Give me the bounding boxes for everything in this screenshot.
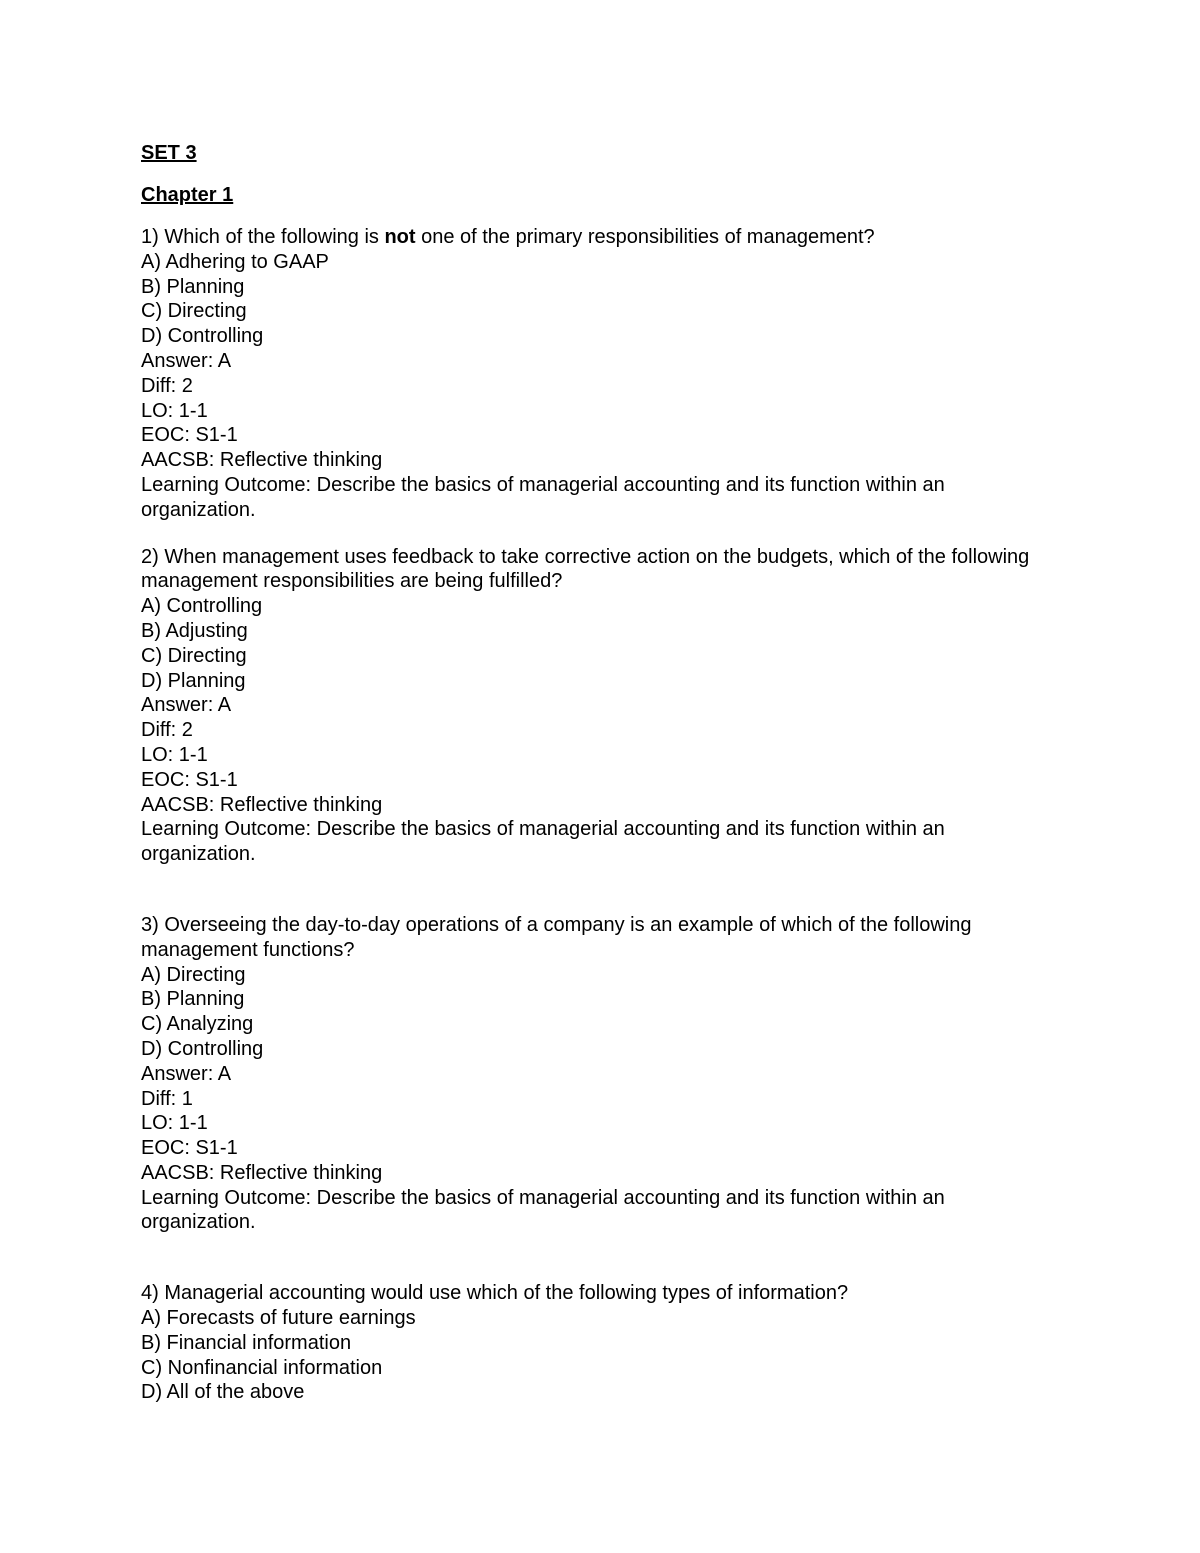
set-title: SET 3 bbox=[141, 142, 197, 164]
chapter-title: Chapter 1 bbox=[141, 184, 234, 206]
aacsb: AACSB: Reflective thinking bbox=[141, 793, 383, 816]
learning-outcome: Learning Outcome: Describe the basics of managerial accounting and its function within an organization. bbox=[141, 1186, 945, 1234]
choice-b: B) Adjusting bbox=[141, 619, 248, 642]
difficulty: Diff: 1 bbox=[141, 1087, 193, 1110]
difficulty: Diff: 2 bbox=[141, 719, 193, 742]
choice-a: A) Adhering to GAAP bbox=[141, 250, 329, 273]
question-stem: 1) Which of the following is not one of the primary responsibilities of management? bbox=[141, 226, 875, 248]
choice-b: B) Planning bbox=[141, 988, 245, 1011]
emphasis-not: not bbox=[384, 226, 416, 248]
question-3 bbox=[141, 913, 1061, 1235]
question-4 bbox=[141, 1281, 1061, 1405]
learning-objective: LO: 1-1 bbox=[141, 399, 208, 422]
question-stem: 4) Managerial accounting would use which of the following types of information? bbox=[141, 1282, 849, 1305]
difficulty: Diff: 2 bbox=[141, 374, 193, 397]
choice-c: C) Directing bbox=[141, 300, 247, 323]
choice-c: C) Nonfinancial information bbox=[141, 1356, 383, 1379]
answer: Answer: A bbox=[141, 349, 232, 372]
choice-d: D) Controlling bbox=[141, 325, 264, 348]
choice-c: C) Directing bbox=[141, 644, 247, 667]
answer: Answer: A bbox=[141, 694, 232, 717]
learning-outcome: Learning Outcome: Describe the basics of managerial accounting and its function within an organization. bbox=[141, 818, 945, 866]
choice-d: D) All of the above bbox=[141, 1381, 305, 1404]
aacsb: AACSB: Reflective thinking bbox=[141, 1161, 383, 1184]
choice-c: C) Analyzing bbox=[141, 1013, 254, 1036]
choice-d: D) Planning bbox=[141, 669, 246, 692]
learning-objective: LO: 1-1 bbox=[141, 743, 208, 766]
choice-a: A) Forecasts of future earnings bbox=[141, 1307, 416, 1330]
choice-b: B) Financial information bbox=[141, 1331, 352, 1354]
choice-b: B) Planning bbox=[141, 275, 245, 298]
eoc: EOC: S1-1 bbox=[141, 1137, 238, 1160]
aacsb: AACSB: Reflective thinking bbox=[141, 449, 383, 472]
eoc: EOC: S1-1 bbox=[141, 424, 238, 447]
question-2 bbox=[141, 545, 1061, 867]
question-stem: 3) Overseeing the day-to-day operations of a company is an example of which of the following management functions? bbox=[141, 913, 972, 961]
learning-outcome: Learning Outcome: Describe the basics of managerial accounting and its function within an organization. bbox=[141, 473, 945, 521]
document-body bbox=[141, 141, 1061, 1427]
question-stem: 2) When management uses feedback to take corrective action on the budgets, which of the following management responsibilities are being fulfilled? bbox=[141, 545, 1030, 593]
question-1 bbox=[141, 225, 1061, 523]
answer: Answer: A bbox=[141, 1062, 232, 1085]
choice-a: A) Controlling bbox=[141, 595, 263, 618]
eoc: EOC: S1-1 bbox=[141, 768, 238, 791]
learning-objective: LO: 1-1 bbox=[141, 1112, 208, 1135]
choice-a: A) Directing bbox=[141, 963, 246, 986]
choice-d: D) Controlling bbox=[141, 1037, 264, 1060]
